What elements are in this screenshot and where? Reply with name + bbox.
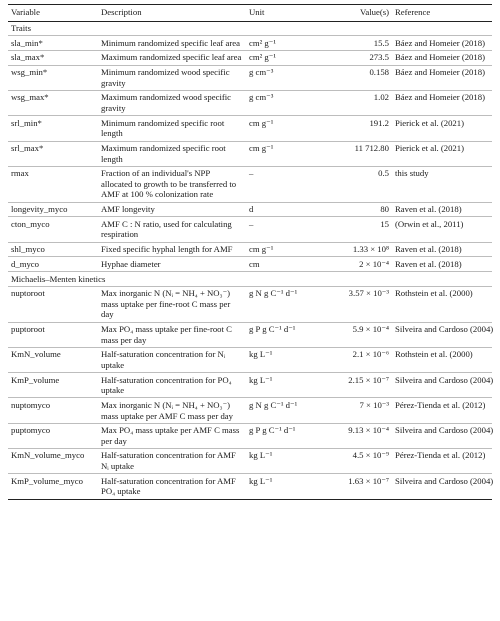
header-values: Value(s) [320, 5, 392, 22]
cell-unit: cm² g⁻¹ [246, 36, 320, 51]
cell-description: Hyphae diameter [98, 257, 246, 272]
cell-variable: sla_min* [8, 36, 98, 51]
table-row [8, 50, 492, 65]
cell-description: Half-saturation concentration for PO₄ uptake [98, 373, 246, 398]
cell-value: 2 × 10⁻⁴ [320, 257, 392, 272]
cell-reference: Rothstein et al. (2000) [392, 286, 492, 322]
cell-variable: longevity_myco [8, 202, 98, 217]
cell-reference: Raven et al. (2018) [392, 257, 492, 272]
cell-description: AMF longevity [98, 202, 246, 217]
table-row [8, 474, 492, 499]
cell-description: Maximum randomized wood specific gravity [98, 90, 246, 115]
cell-variable: nuptomyco [8, 398, 98, 423]
cell-unit: cm g⁻¹ [246, 141, 320, 166]
cell-description: Minimum randomized specific leaf area [98, 36, 246, 51]
cell-variable: wsg_max* [8, 90, 98, 115]
cell-reference: Silveira and Cardoso (2004) [392, 322, 492, 347]
cell-description: Half-saturation concentration for AMF PO₄ uptake [98, 474, 246, 499]
cell-value: 4.5 × 10⁻⁹ [320, 448, 392, 473]
cell-reference: Silveira and Cardoso (2004) [392, 373, 492, 398]
cell-reference: Pierick et al. (2021) [392, 141, 492, 166]
cell-unit: cm g⁻¹ [246, 116, 320, 141]
table-row [8, 257, 492, 272]
cell-value: 2.15 × 10⁻⁷ [320, 373, 392, 398]
cell-value: 80 [320, 202, 392, 217]
cell-unit: g P g C⁻¹ d⁻¹ [246, 423, 320, 448]
cell-reference: Báez and Homeier (2018) [392, 90, 492, 115]
cell-unit: kg L⁻¹ [246, 347, 320, 372]
cell-value: 1.33 × 10⁸ [320, 242, 392, 257]
cell-value: 3.57 × 10⁻³ [320, 286, 392, 322]
cell-unit: kg L⁻¹ [246, 474, 320, 499]
cell-variable: wsg_min* [8, 65, 98, 90]
cell-variable: sla_max* [8, 50, 98, 65]
cell-reference: Pérez-Tienda et al. (2012) [392, 398, 492, 423]
cell-unit: cm² g⁻¹ [246, 50, 320, 65]
cell-value: 191.2 [320, 116, 392, 141]
cell-reference: Pierick et al. (2021) [392, 116, 492, 141]
cell-unit: d [246, 202, 320, 217]
cell-value: 273.5 [320, 50, 392, 65]
cell-value: 1.02 [320, 90, 392, 115]
cell-reference: Silveira and Cardoso (2004) [392, 474, 492, 499]
table-body [8, 21, 492, 499]
cell-value: 1.63 × 10⁻⁷ [320, 474, 392, 499]
table-row [8, 347, 492, 372]
cell-variable: srl_min* [8, 116, 98, 141]
cell-reference: Báez and Homeier (2018) [392, 50, 492, 65]
cell-value: 2.1 × 10⁻⁶ [320, 347, 392, 372]
table-row [8, 65, 492, 90]
parameter-table [8, 4, 492, 500]
cell-unit: g cm⁻³ [246, 65, 320, 90]
cell-variable: nuptoroot [8, 286, 98, 322]
cell-variable: KmN_volume_myco [8, 448, 98, 473]
section-title: Traits [8, 21, 492, 36]
cell-description: Max PO₄ mass uptake per AMF C mass per day [98, 423, 246, 448]
cell-description: Maximum randomized specific root length [98, 141, 246, 166]
cell-value: 15.5 [320, 36, 392, 51]
section-row [8, 21, 492, 36]
cell-variable: shl_myco [8, 242, 98, 257]
table-row [8, 286, 492, 322]
cell-unit: – [246, 217, 320, 242]
cell-unit: cm g⁻¹ [246, 242, 320, 257]
table-row [8, 373, 492, 398]
cell-description: Fixed specific hyphal length for AMF [98, 242, 246, 257]
table-row [8, 90, 492, 115]
cell-unit: cm [246, 257, 320, 272]
cell-description: Half-saturation concentration for Nᵢ uptake [98, 347, 246, 372]
cell-reference: Pérez-Tienda et al. (2012) [392, 448, 492, 473]
cell-value: 11 712.80 [320, 141, 392, 166]
cell-variable: puptomyco [8, 423, 98, 448]
section-row [8, 272, 492, 287]
cell-unit: kg L⁻¹ [246, 373, 320, 398]
table-row [8, 398, 492, 423]
cell-description: Maximum randomized specific leaf area [98, 50, 246, 65]
header-reference: Reference [392, 5, 492, 22]
cell-description: Max inorganic N (Nᵢ = NH₄ + NO₃⁻) mass uptake per fine-root C mass per day [98, 286, 246, 322]
cell-variable: puptoroot [8, 322, 98, 347]
cell-value: 5.9 × 10⁻⁴ [320, 322, 392, 347]
header-unit: Unit [246, 5, 320, 22]
cell-variable: srl_max* [8, 141, 98, 166]
cell-reference: Báez and Homeier (2018) [392, 65, 492, 90]
header-variable: Variable [8, 5, 98, 22]
cell-value: 0.5 [320, 166, 392, 202]
cell-reference: Silveira and Cardoso (2004) [392, 423, 492, 448]
cell-reference: Raven et al. (2018) [392, 202, 492, 217]
cell-unit: g N g C⁻¹ d⁻¹ [246, 398, 320, 423]
cell-value: 7 × 10⁻³ [320, 398, 392, 423]
cell-variable: cton_myco [8, 217, 98, 242]
table-row [8, 202, 492, 217]
cell-reference: this study [392, 166, 492, 202]
table-row [8, 423, 492, 448]
cell-description: Half-saturation concentration for AMF Nᵢ uptake [98, 448, 246, 473]
cell-variable: KmN_volume [8, 347, 98, 372]
cell-value: 15 [320, 217, 392, 242]
cell-reference: (Orwin et al., 2011) [392, 217, 492, 242]
header-description: Description [98, 5, 246, 22]
cell-unit: – [246, 166, 320, 202]
table-row [8, 217, 492, 242]
table-row [8, 322, 492, 347]
cell-value: 0.158 [320, 65, 392, 90]
cell-reference: Raven et al. (2018) [392, 242, 492, 257]
cell-description: Max inorganic N (Nᵢ = NH₄ + NO₃⁻) mass uptake per AMF C mass per day [98, 398, 246, 423]
table-header-row [8, 5, 492, 22]
cell-variable: KmP_volume [8, 373, 98, 398]
cell-unit: g P g C⁻¹ d⁻¹ [246, 322, 320, 347]
cell-variable: rmax [8, 166, 98, 202]
table-row [8, 448, 492, 473]
cell-unit: kg L⁻¹ [246, 448, 320, 473]
cell-description: Minimum randomized specific root length [98, 116, 246, 141]
table-row [8, 36, 492, 51]
cell-description: Minimum randomized wood specific gravity [98, 65, 246, 90]
cell-unit: g cm⁻³ [246, 90, 320, 115]
cell-reference: Rothstein et al. (2000) [392, 347, 492, 372]
cell-variable: KmP_volume_myco [8, 474, 98, 499]
table-row [8, 141, 492, 166]
section-title: Michaelis–Menten kinetics [8, 272, 492, 287]
cell-description: AMF C : N ratio, used for calculating respiration [98, 217, 246, 242]
cell-description: Fraction of an individual's NPP allocated to growth to be transferred to AMF at 100 % colonization rate [98, 166, 246, 202]
cell-value: 9.13 × 10⁻⁴ [320, 423, 392, 448]
cell-description: Max PO₄ mass uptake per fine-root C mass per day [98, 322, 246, 347]
table-row [8, 166, 492, 202]
table-row [8, 242, 492, 257]
cell-reference: Báez and Homeier (2018) [392, 36, 492, 51]
table-row [8, 116, 492, 141]
cell-variable: d_myco [8, 257, 98, 272]
cell-unit: g N g C⁻¹ d⁻¹ [246, 286, 320, 322]
